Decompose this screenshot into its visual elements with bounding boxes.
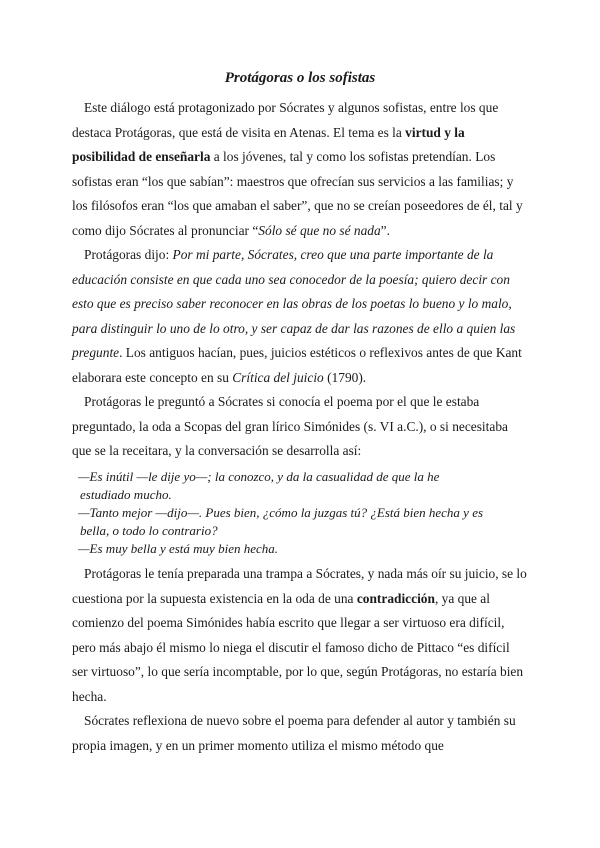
dialog-line-2b: bella, o todo lo contrario? [80,523,218,538]
intro-text-c: a los jóvenes, tal y como los sofistas pretendían. Los sofistas eran “los que sabían”: maestros que ofrecían sus servicios a las familias; y los filósofos eran “los que amaban el saber”, que no se creían poseedores de él, tal y como dijo Sócrates al pronunciar “ [72,149,523,238]
quote-text-c: . Los antiguos hacían, pues, juicios estéticos o reflexivos antes de que Kant elaborara este concepto en su [72,345,522,385]
paragraph-protagoras-quote [72,243,528,390]
dialog-line-3a: —Es muy bella y está muy bien hecha. [78,541,279,556]
paragraph-question: Protágoras le preguntó a Sócrates si conocía el poema por el que le estaba preguntado, la oda a Scopas del gran lírico Simónides (s. VI a.C.), o si necesitaba que se la receitara, y la conversación se desarrolla así: [72,394,508,458]
dialog-line-1b: estudiado mucho. [80,487,172,502]
paragraph-reflection: Sócrates reflexiona de nuevo sobre el poema para defender al autor y también su propia imagen, y en un primer momento utiliza el mismo método que [72,713,516,753]
quote-text-e: (1790). [323,369,367,385]
intro-text-e: ”. [380,222,390,238]
dialog-line-1a: —Es inútil —le dije yo—; la conozco, y da la casualidad de que la he [78,469,440,484]
document-title: Protágoras o los sofistas [224,70,376,86]
quote-italic: Por mi parte, Sócrates, creo que una parte importante de la educación consiste en que cada uno sea conocedor de la poesía; quiero decir con esto que es preciso saber reconocer en las obras de los poetas lo bueno y lo malo, para distinguir lo uno de lo otro, y ser capaz de dar las razones de ello a quien las pregunte [72,247,516,360]
trap-text-a: Protágoras le tenía preparada una trampa a Sócrates, y nada más oír su juicio, se lo cuestiona por la supuesta existencia en la oda de una [72,566,527,606]
dialog-line-1 [78,468,528,504]
paragraph-intro [72,96,528,243]
paragraph-trap [72,562,528,709]
quote-work-title: Crítica del juicio [232,369,324,385]
trap-bold-contradiction: contradicción [356,590,435,606]
dialog-line-2 [78,504,528,540]
dialog-line-2a: —Tanto mejor —dijo—. Pues bien, ¿cómo la juzgas tú? ¿Está bien hecha y es [78,505,484,520]
trap-text-c: , ya que al comienzo del poema Simónides había escrito que llegar a ser virtuoso era difícil, pero más abajo él mismo lo niega el discutir el famoso dicho de Pittaco “es difícil ser virtuoso”, lo que sería incomptable, por lo que, según Protágoras, no estaría bien hecha. [72,590,524,704]
intro-quote-socrates: Sólo sé que no sé nada [258,222,381,238]
dialog-line-3 [78,540,528,558]
quote-lead: Protágoras dijo: [84,247,173,262]
intro-bold-virtue: virtud y la posibilidad de enseñarla [72,124,465,164]
intro-text-a: Este diálogo está protagonizado por Sócrates y algunos sofistas, entre los que destaca Protágoras, que está de visita en Atenas. El tema es la [72,100,499,140]
